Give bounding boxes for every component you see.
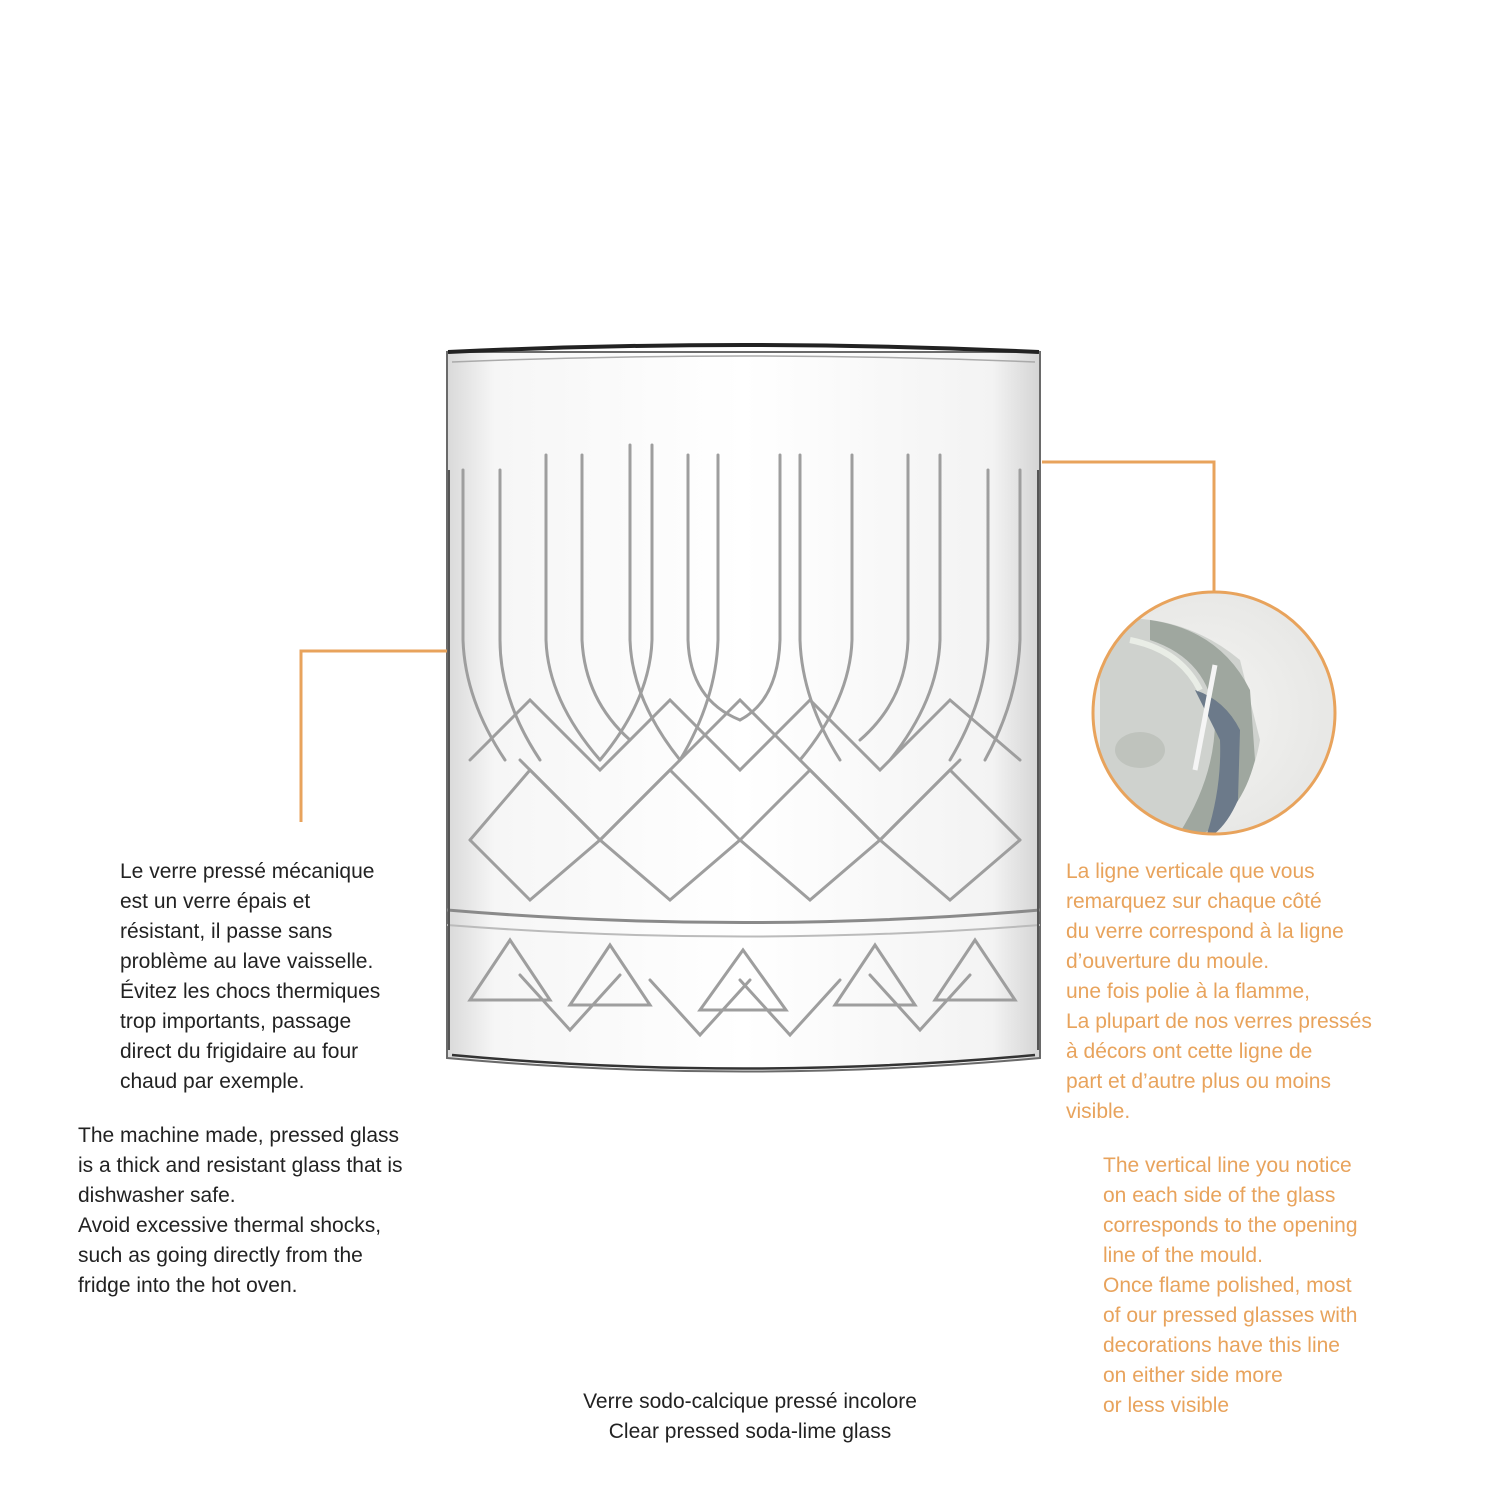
caption-french: Verre sodo-calcique pressé incolore [583,1390,917,1413]
caption-english: Clear pressed soda-lime glass [608,1420,892,1443]
left-note-english: The machine made, pressed glass is a thick and resistant glass that is dishwasher safe. Avoid excessive thermal shocks, such as going directly from the fridge into the hot oven. [78,1124,403,1297]
tumbler-glass-icon [447,345,1040,1072]
right-callout-line [1042,462,1214,592]
left-note-french: Le verre pressé mécanique est un verre épais et résistant, il passe sans problème au lave vaisselle. Évitez les chocs thermiques trop importants, passage direct du frigidaire au four chaud par exemple. [120,860,381,1093]
left-callout-line [301,651,447,822]
mould-line-detail-icon [1093,592,1335,840]
right-note-english: The vertical line you notice on each side of the glass corresponds to the opening line of the mould. Once flame polished, most of our pressed glasses with decorations have this line on either side more or less visible [1103,1154,1358,1417]
right-note-french: La ligne verticale que vous remarquez sur chaque côté du verre correspond à la ligne d’ouverture du moule. une fois polie à la flamme, La plupart de nos verres pressés à décors ont cette ligne de part et d’autre plus ou moins visible. [1066,860,1372,1123]
